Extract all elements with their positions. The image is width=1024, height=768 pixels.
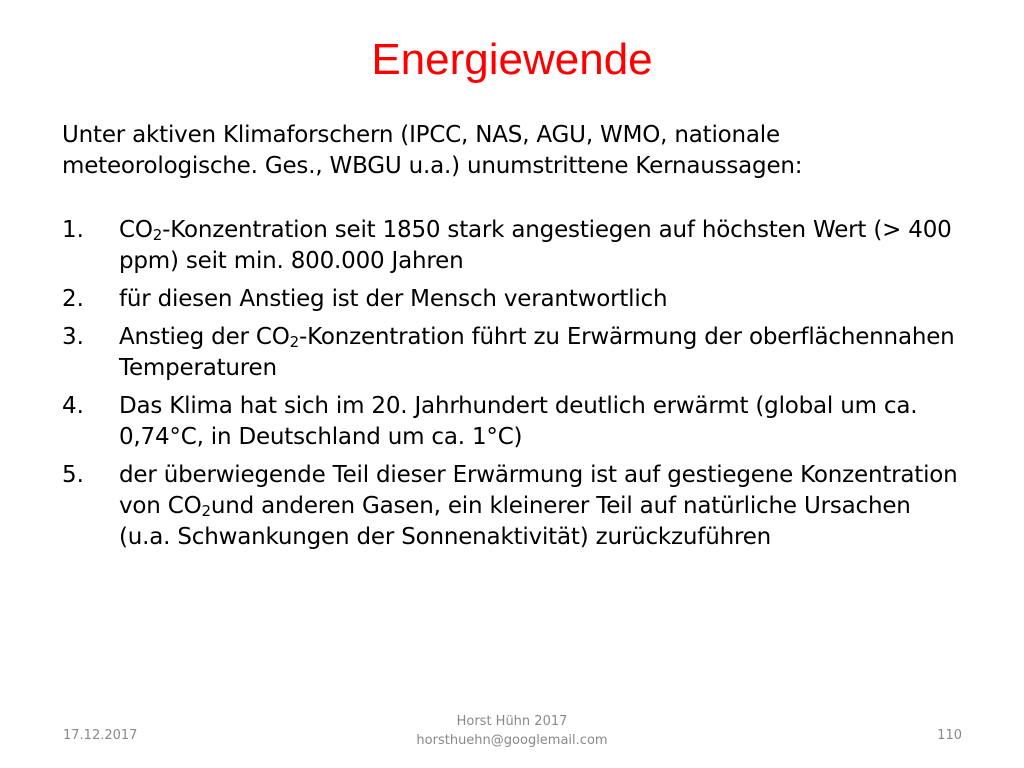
- list-item-text: für diesen Anstieg ist der Mensch verantwortlich: [119, 286, 668, 312]
- list-number: 3.: [62, 324, 84, 350]
- footer-author: Horst Hühn 2017: [456, 714, 568, 729]
- list-item-text: Das Klima hat sich im 20. Jahrhundert deutlich erwärmt (global um ca. 0,74°C, in Deutschland um ca. 1°C): [119, 393, 918, 450]
- page-number: 110: [937, 728, 962, 743]
- subscript: 2: [152, 226, 163, 244]
- list-item-text: [119, 322, 962, 384]
- key-statements-list: [62, 215, 962, 553]
- list-number: 5.: [62, 462, 84, 488]
- footer-credits: [312, 712, 712, 750]
- list-item: [62, 391, 962, 453]
- text-part: -Konzentration seit 1850 stark angestiegen auf höchsten Wert (> 400 ppm) seit min. 800.000 Jahren: [119, 217, 952, 274]
- subscript: 2: [201, 502, 211, 520]
- footer-email: horsthuehn@googlemail.com: [416, 733, 608, 748]
- list-number: 1.: [62, 217, 84, 243]
- text-part: Anstieg der CO: [119, 324, 290, 350]
- list-item-text: [119, 215, 962, 277]
- list-item: [62, 322, 962, 384]
- list-item: [62, 215, 962, 277]
- subscript: 2: [289, 333, 299, 351]
- list-number: 2.: [62, 286, 84, 312]
- list-item: [62, 284, 962, 315]
- intro-text: Unter aktiven Klimaforschern (IPCC, NAS, AGU, WMO, nationale meteorologische. Ges., WBGU u.a.) unumstrittene Kernaussagen:: [62, 122, 803, 179]
- text-part: -Konzentration führt zu Erwärmung der oberflächennahen Temperaturen: [119, 324, 955, 381]
- slide-title: Energiewende: [371, 35, 653, 84]
- slide-body: [62, 120, 962, 560]
- list-item: [62, 460, 962, 553]
- text-part: der überwiegende Teil dieser Erwärmung ist auf gestiegene Konzentration von CO: [119, 462, 958, 519]
- list-number: 4.: [62, 393, 84, 419]
- footer-date: 17.12.2017: [63, 728, 138, 743]
- text-part: und anderen Gasen, ein kleinerer Teil auf natürliche Ursachen (u.a. Schwankungen der Sonnenaktivität) zurückzuführen: [119, 493, 911, 550]
- text-part: CO: [119, 217, 153, 243]
- list-item-text: [119, 460, 962, 553]
